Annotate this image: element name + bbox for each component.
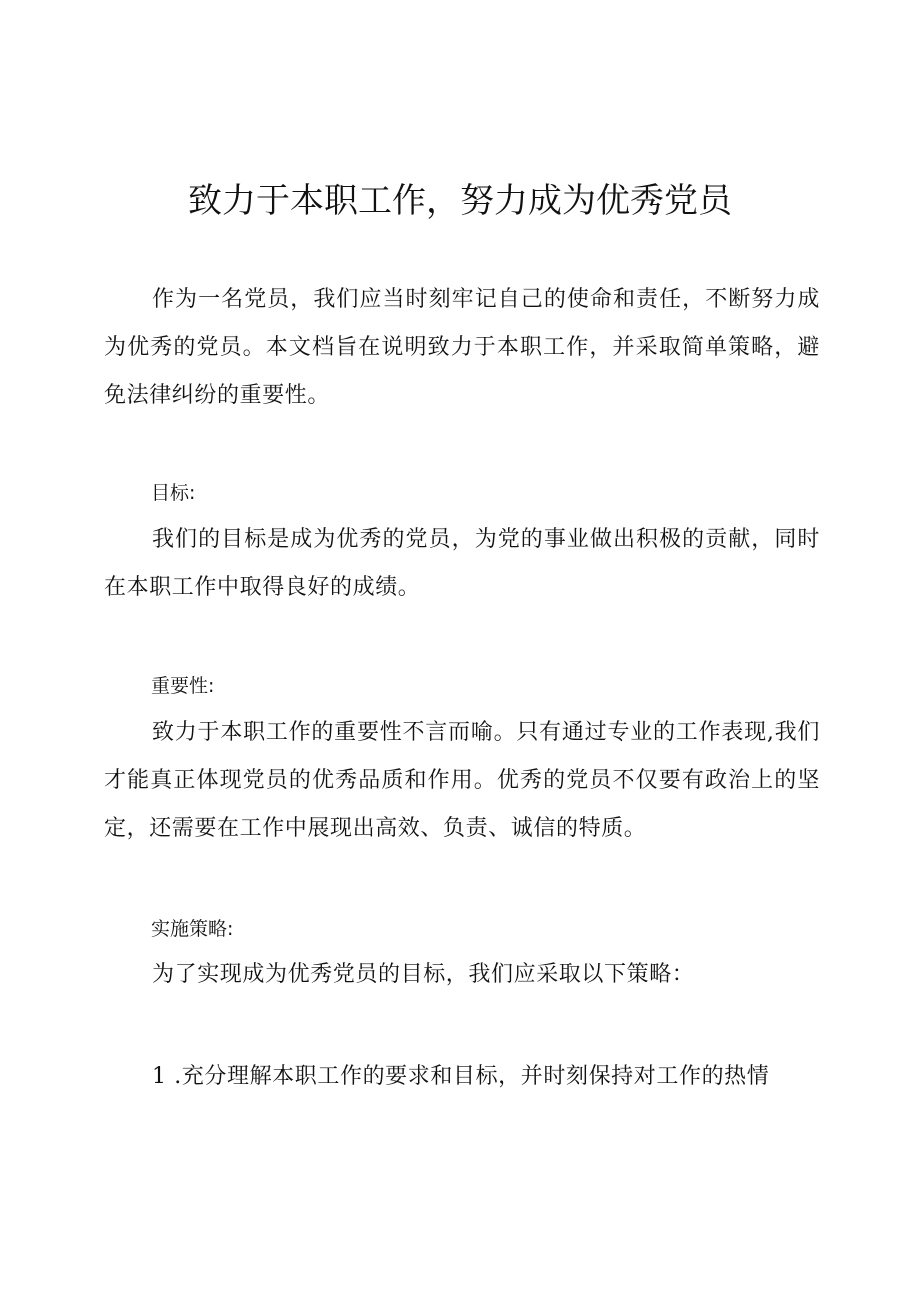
section-heading-strategy: 实施策略: xyxy=(151,918,234,940)
section-body-strategy: 为了实现成为优秀党员的目标，我们应采取以下策略： xyxy=(152,962,695,987)
intro-paragraph: 作为一名党员，我们应当时刻牢记自己的使命和责任，不断努力成为优秀的党员。本文档旨在说明致力于本职工作，并采取简单策略，避免法律纠纷的重要性。 xyxy=(104,287,820,408)
section-body-importance: 致力于本职工作的重要性不言而喻。只有通过专业的工作表现,我们才能真正体现党员的优秀品质和作用。优秀的党员不仅要有政治上的坚定，还需要在工作中展现出高效、负责、诚信的特质。 xyxy=(104,720,820,841)
document-title: 致力于本职工作，努力成为优秀党员 xyxy=(188,181,732,221)
section-heading-importance: 重要性: xyxy=(151,675,215,697)
section-heading-goal: 目标: xyxy=(151,482,196,504)
section-body-goal: 我们的目标是成为优秀的党员，为党的事业做出积极的贡献，同时在本职工作中取得良好的成绩。 xyxy=(104,527,820,600)
list-item: 1 .充分理解本职工作的要求和目标，并时刻保持对工作的热情 xyxy=(152,1064,770,1089)
